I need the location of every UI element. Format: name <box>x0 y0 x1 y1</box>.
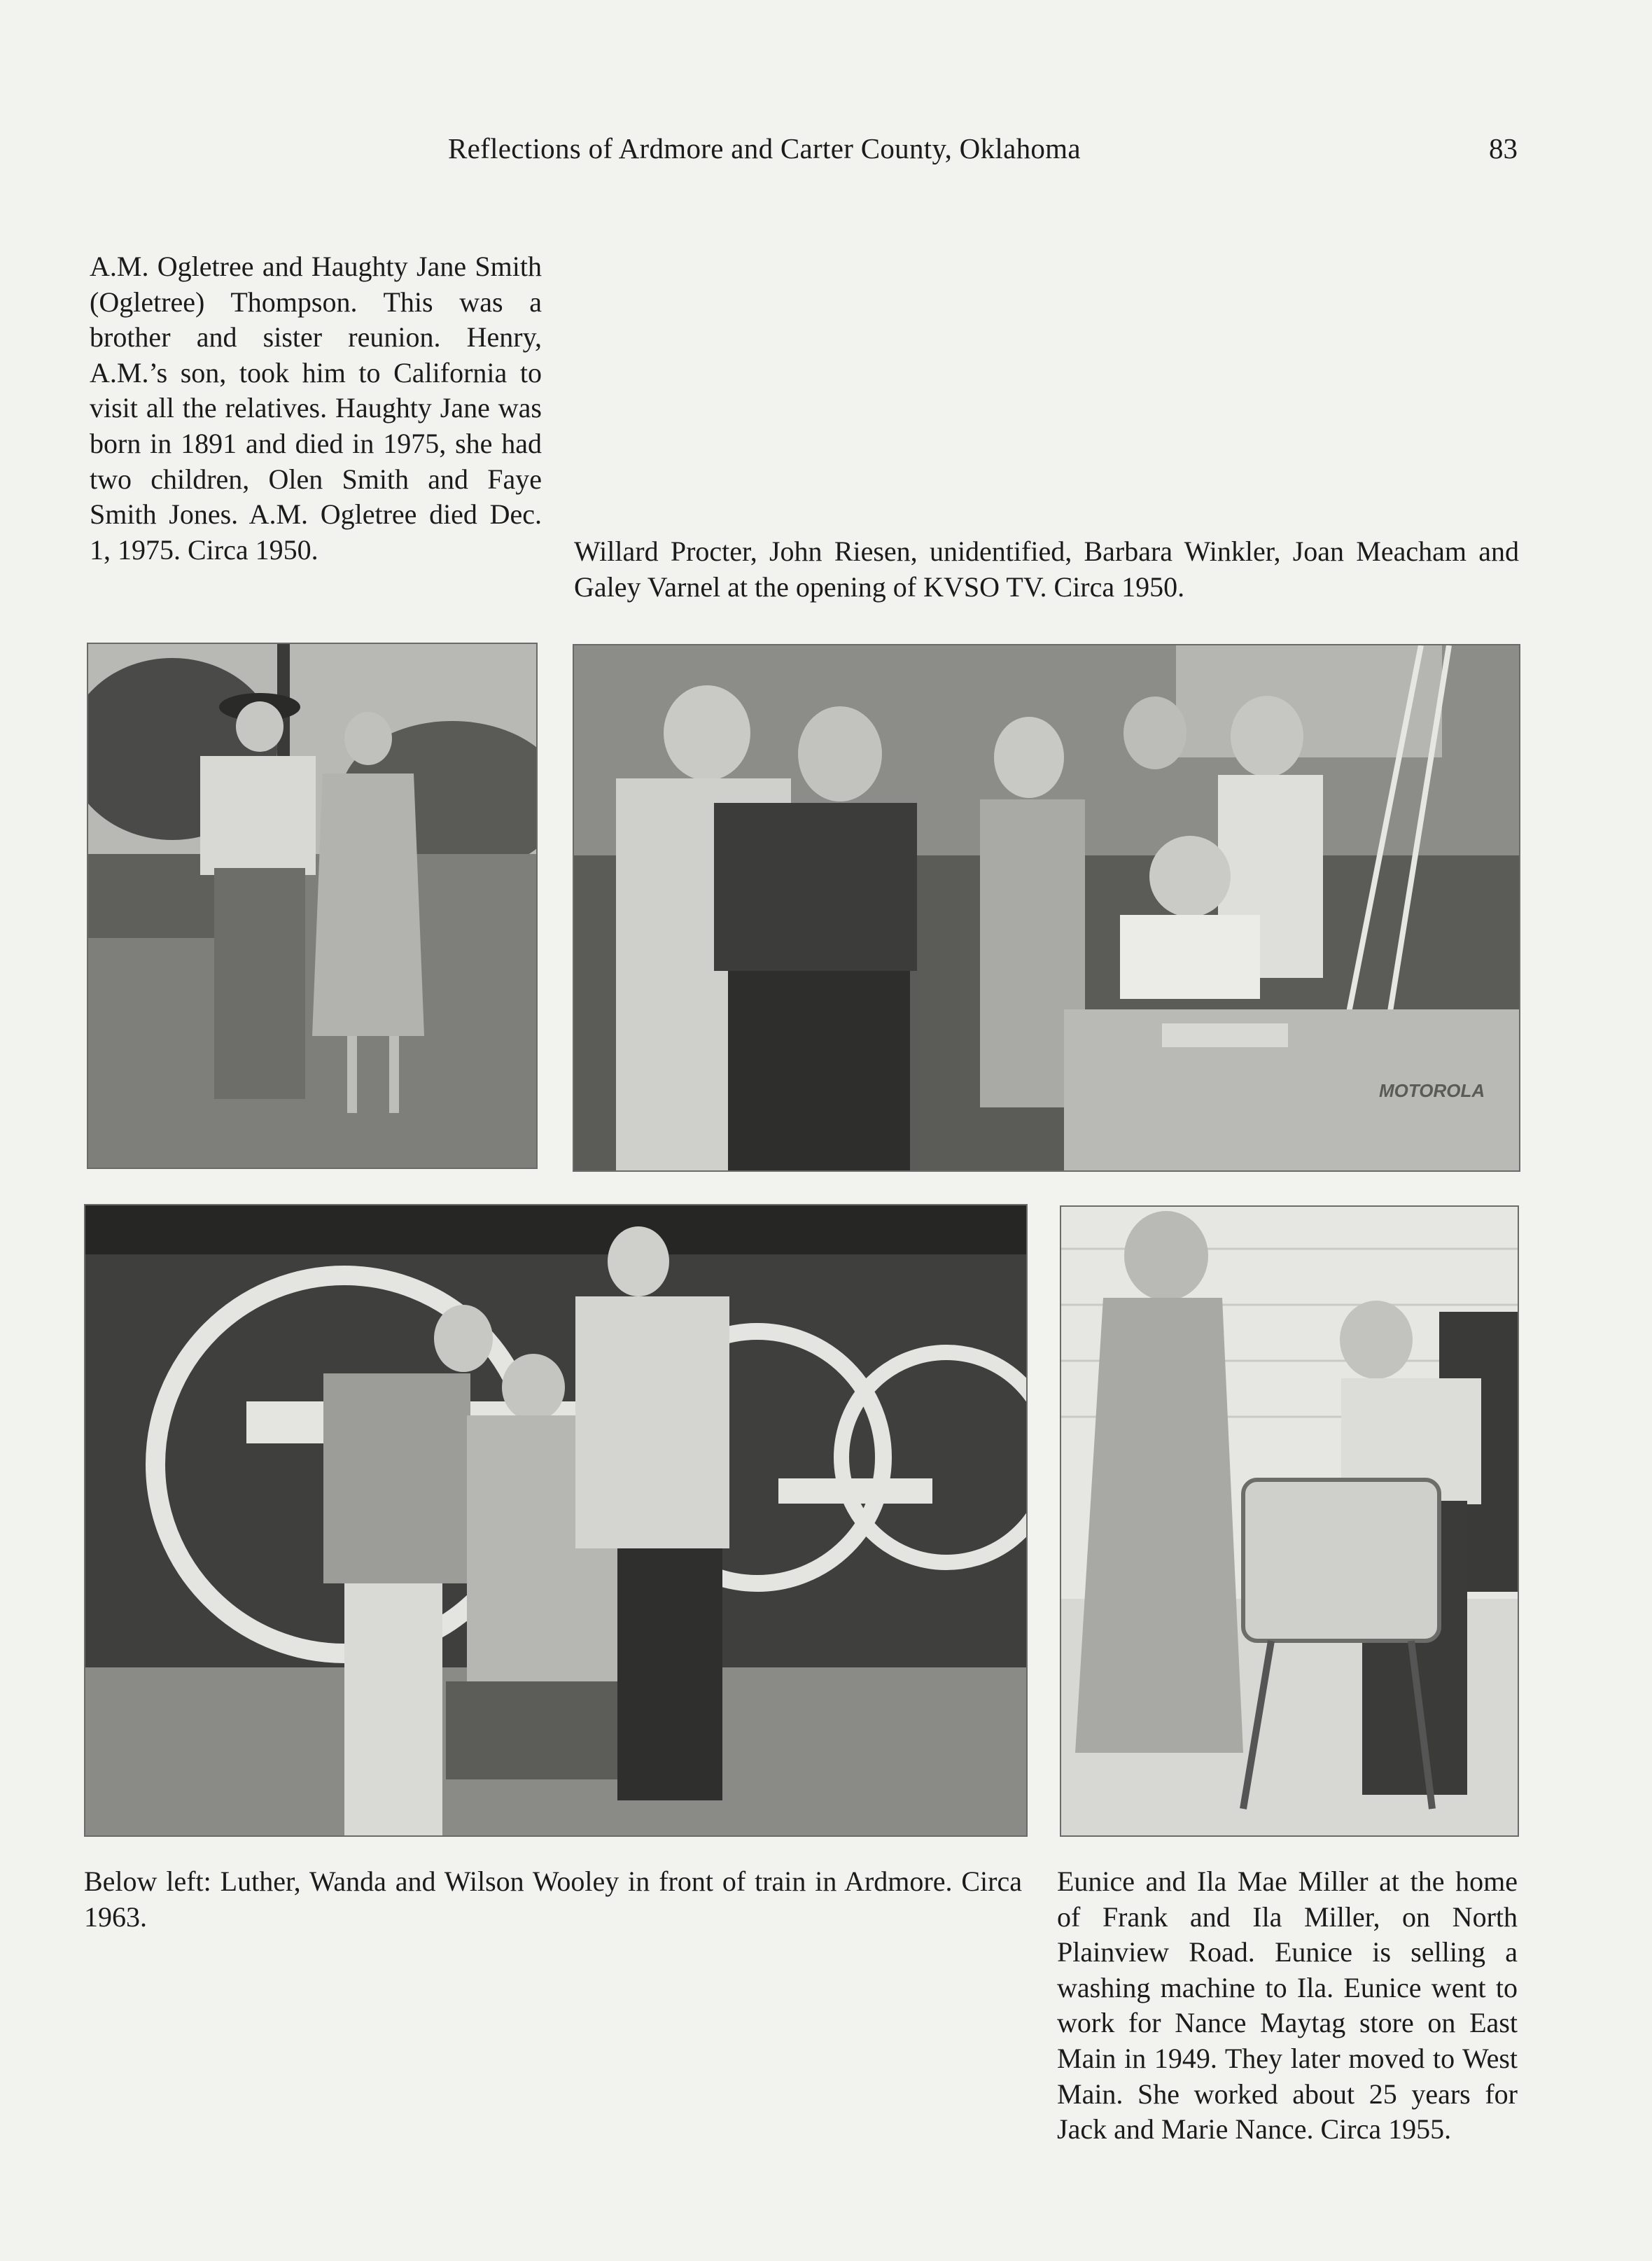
photo-wooley-train <box>84 1204 1028 1837</box>
motorola-desk-label: MOTOROLA <box>1379 1080 1485 1101</box>
page-number: 83 <box>1489 132 1518 164</box>
caption-miller: Eunice and Ila Mae Miller at the home of Frank and Ila Miller, on North Plainview Road. Eunice is selling a washing machine to Ila. Eunice went to work for Nance Maytag store on East Main in 1949. They later moved to West Main. She worked about 25 years for Jack and Marie Nance. Circa 1955. <box>1057 1865 1518 2146</box>
caption-ogletree: A.M. Ogletree and Haughty Jane Smith (Ogletree) Thompson. This was a brother and sister reunion. Henry, A.M.’s son, took him to California to visit all the relatives. Haughty Jane was born in 1891 and died in 1975, she had two children, Olen Smith and Faye Smith Jones. A.M. Ogletree died Dec. 1, 1975. Circa 1950. <box>90 251 542 566</box>
photo-miller-washing-machine <box>1060 1205 1519 1837</box>
caption-wooley: Below left: Luther, Wanda and Wilson Wooley in front of train in Ardmore. Circa 1963. <box>84 1865 1022 1933</box>
photo-ogletree-reunion <box>87 643 538 1169</box>
photo-kvso-tv-opening <box>573 644 1520 1172</box>
caption-kvso: Willard Procter, John Riesen, unidentified, Barbara Winkler, Joan Meacham and Galey Varnel at the opening of KVSO TV. Circa 1950. <box>574 536 1519 603</box>
running-header-title: Reflections of Ardmore and Carter County, Oklahoma <box>448 132 1081 164</box>
